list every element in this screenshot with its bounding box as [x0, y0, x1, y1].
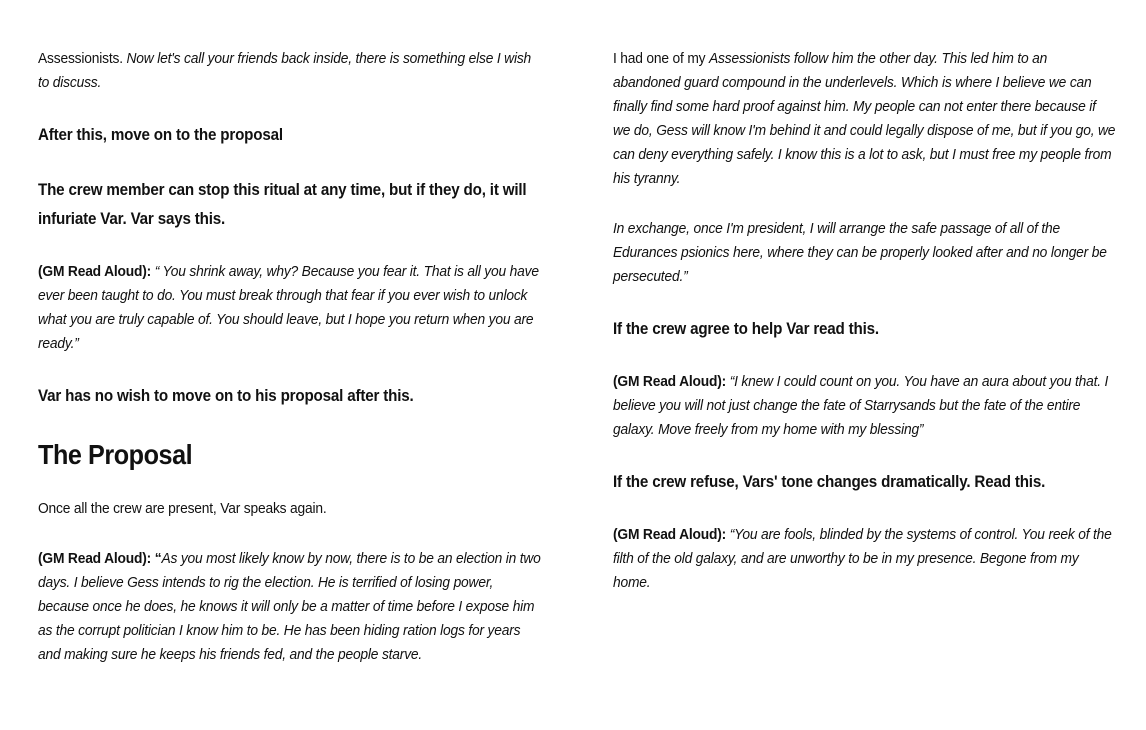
read-aloud-label: (GM Read Aloud): [613, 526, 727, 543]
read-aloud-label: (GM Read Aloud): [38, 263, 152, 280]
read-aloud-shrink-away [38, 260, 541, 356]
read-aloud-election [38, 547, 541, 667]
dialogue-text: “ You shrink away, why? Because you fear it. That is all you have ever been taught to do. You must break through that fear if you ever wish to unlock what you are truly capable of. You should leave, but I hope you return when you are ready.” [38, 263, 539, 352]
paragraph-assessionists [38, 47, 541, 95]
instruction-crew-refuse: If the crew refuse, Vars' tone changes dramatically. Read this. [613, 473, 1046, 491]
paragraph-in-exchange [613, 217, 1116, 289]
instruction-crew-agree: If the crew agree to help Var read this. [613, 320, 879, 338]
paragraph-text: I had one of my [613, 50, 710, 67]
dialogue-text: In exchange, once I'm president, I will arrange the safe passage of all of the Edurances psionics here, where they can be properly looked after and no longer be persecuted.” [613, 220, 1107, 285]
paragraph-text: Assessionists. [38, 50, 127, 67]
read-aloud-count-on-you [613, 370, 1116, 442]
instruction-no-proposal: Var has no wish to move on to his proposal after this. [38, 387, 414, 405]
left-column [38, 47, 544, 693]
read-aloud-label: (GM Read Aloud): [613, 373, 727, 390]
instruction-move-on: After this, move on to the proposal [38, 126, 283, 144]
section-heading: The Proposal [38, 439, 193, 470]
read-aloud-fools [613, 523, 1116, 595]
read-aloud-label: (GM Read Aloud): “ [38, 550, 162, 567]
instruction-stop-ritual: The crew member can stop this ritual at any time, but if they do, it will infuriate Var. Var says this. [38, 181, 527, 228]
dialogue-text: As you most likely know by now, there is to be an election in two days. I believe Gess intends to rig the election. He is terrified of losing power, because once he does, he knows it will only be a matter of time before I expose him as the corrupt politician I know him to be. He has been hiding ration logs for years and making sure he keeps his friends fed, and the people starve. [38, 550, 541, 663]
right-column [613, 47, 1119, 621]
dialogue-text: Assessionists follow him the other day. This led him to an abandoned guard compound in the underlevels. Which is where I believe we can finally find some hard proof against him. My people can not enter there because if we do, Gess will know I'm behind it and could legally dispose of me, but if you go, we can deny everything safely. I know this is a lot to ask, but I must free my people from his tyranny. [613, 50, 1116, 187]
paragraph-crew-present: Once all the crew are present, Var speaks again. [38, 500, 327, 517]
paragraph-follow-him [613, 47, 1116, 191]
dialogue-text: Now let's call your friends back inside, there is something else I wish to discuss. [38, 50, 532, 91]
dialogue-text: “You are fools, blinded by the systems of control. You reek of the filth of the old galaxy, and are unworthy to be in my presence. Begone from my home. [613, 526, 1112, 591]
dialogue-text: “I knew I could count on you. You have an aura about you that. I believe you will not just change the fate of Starrysands but the fate of the entire galaxy. Move freely from my home with my blessing” [613, 373, 1109, 438]
